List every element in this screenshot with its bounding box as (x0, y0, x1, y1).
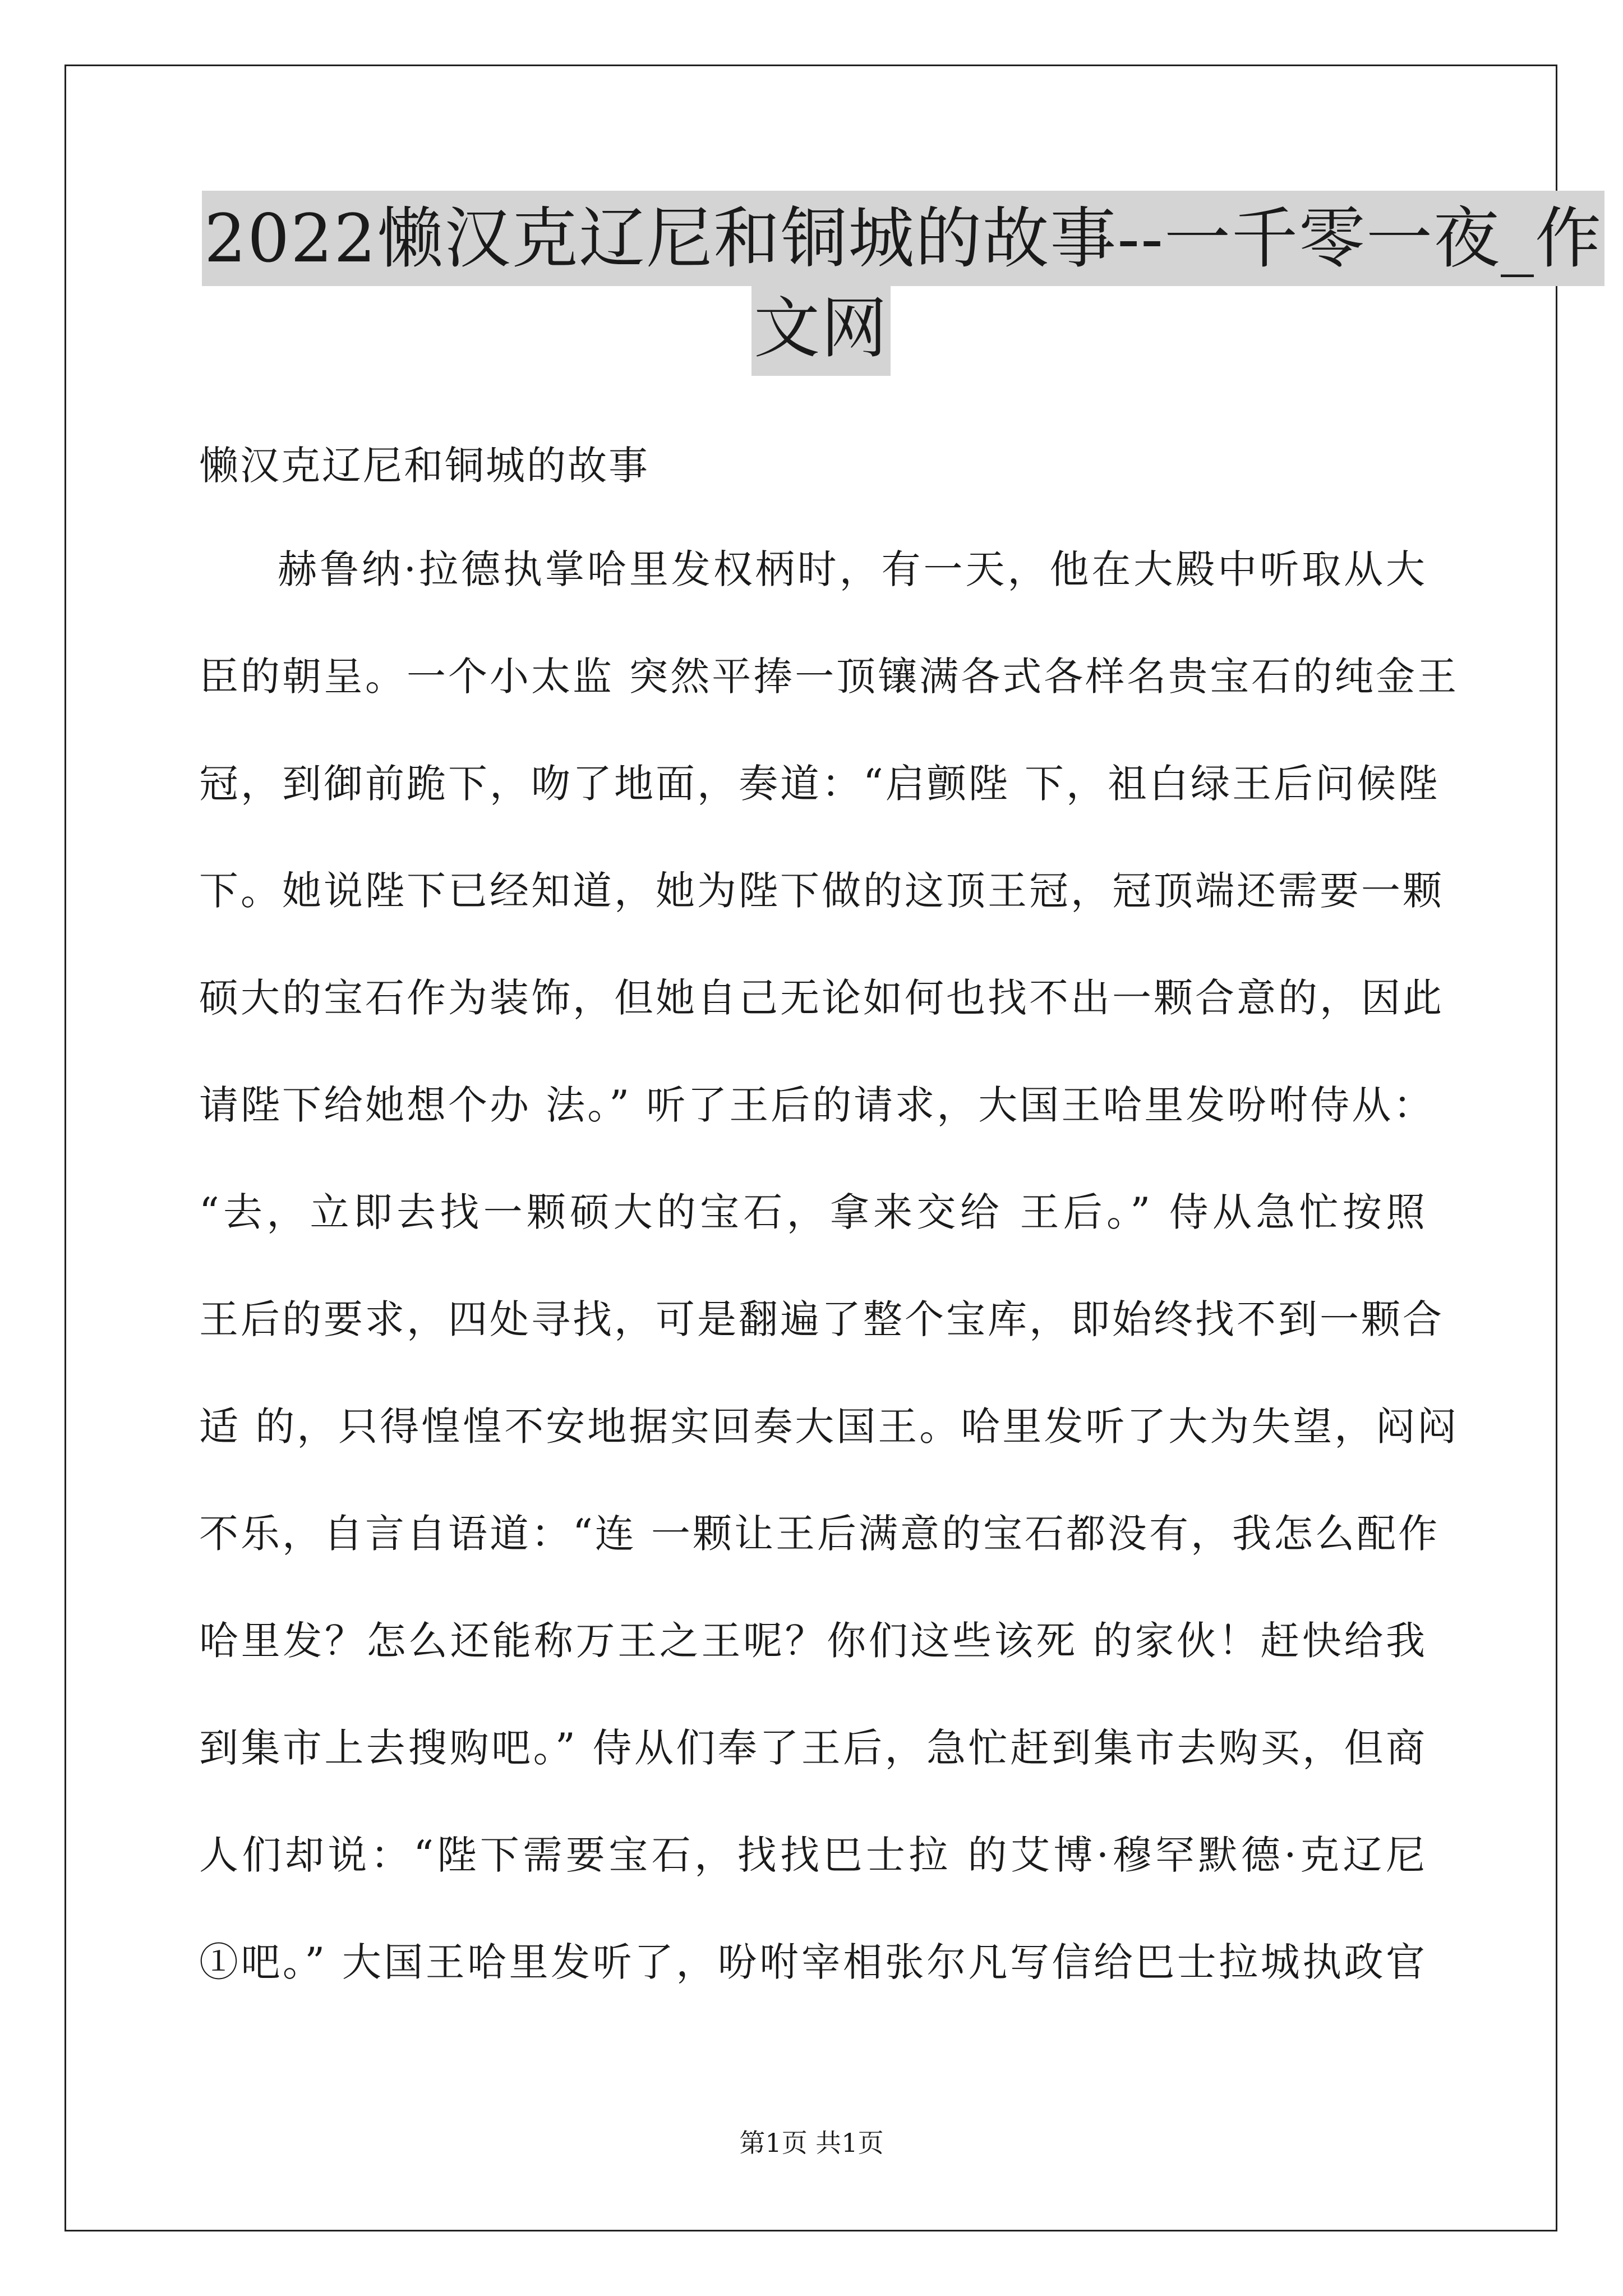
title-line-2: 文网 (751, 280, 891, 376)
body-line: 硕大的宝石作为装饰，但她自己无论如何也找不出一颗合意的，因此 (199, 975, 1444, 1021)
body-line: 王后的要求，四处寻找，可是翻遍了整个宝库，即始终找不到一颗合 (199, 1296, 1444, 1342)
article-subtitle: 懒汉克辽尼和铜城的故事 (199, 443, 649, 489)
body-line: 哈里发？怎么还能称万王之王呢？你们这些该死 的家伙！赶快给我 (199, 1618, 1427, 1664)
body-line: “去，立即去找一颗硕大的宝石，拿来交给 王后。” 侍从急忙按照 (199, 1189, 1427, 1235)
body-line: 下。她说陛下已经知道，她为陛下做的这顶王冠，冠顶端还需要一颗 (199, 868, 1444, 914)
article-body (199, 541, 1459, 2041)
title-line-1: 2022懒汉克辽尼和铜城的故事--一千零一夜_作 (202, 191, 1604, 286)
body-line: 适 的，只得惶惶不安地据实回奏大国王。哈里发听了大为失望，闷闷 (199, 1404, 1459, 1450)
body-line: 冠，到御前跪下，吻了地面，奏道：“启颤陛 下，祖白绿王后问候陛 (199, 761, 1440, 807)
body-line: 臣的朝呈。一个小太监 突然平捧一顶镶满各式各样名贵宝石的纯金王 (199, 654, 1459, 700)
body-line: 人们却说：“陛下需要宝石，找找巴士拉 的艾博·穆罕默德·克辽尼 (199, 1832, 1427, 1878)
body-line: ①吧。” 大国王哈里发听了，吩咐宰相张尔凡写信给巴士拉城执政官 (199, 1939, 1427, 1985)
body-line: 赫鲁纳·拉德执掌哈里发权柄时，有一天，他在大殿中听取从大 (278, 546, 1427, 592)
page-number: 第1页 共1页 (739, 2128, 884, 2158)
body-line: 到集市上去搜购吧。” 侍从们奉了王后，急忙赶到集市去购买，但商 (199, 1725, 1427, 1771)
body-line: 不乐，自言自语道：“连 一颗让王后满意的宝石都没有，我怎么配作 (199, 1511, 1440, 1557)
body-line: 请陛下给她想个办 法。” 听了王后的请求，大国王哈里发吩咐侍从： (199, 1082, 1435, 1128)
